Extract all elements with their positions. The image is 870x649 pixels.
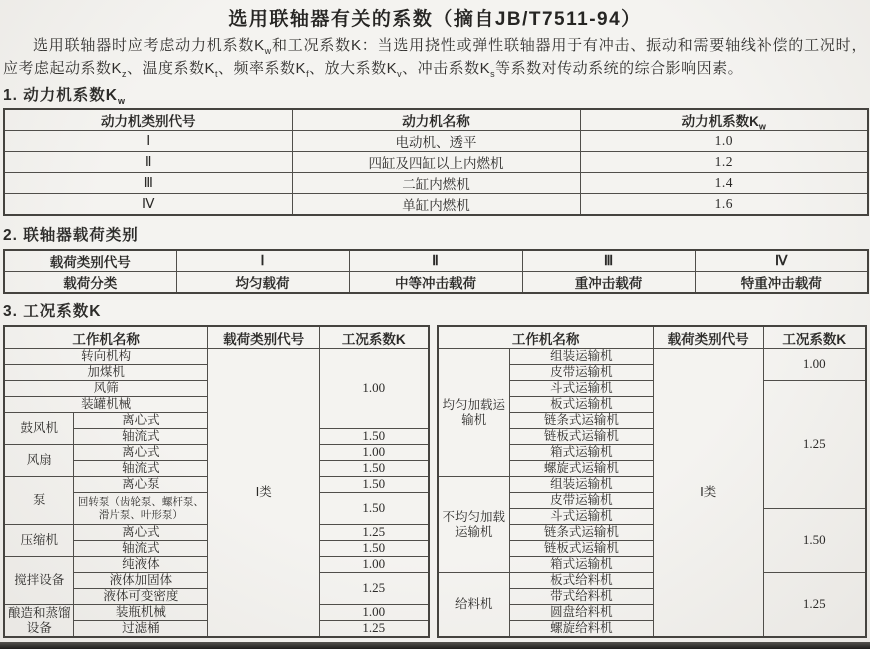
k-value-cell: 1.6 [580,194,868,216]
group-cell: 均匀加载运输机 [438,349,510,477]
table-cell: 离心式 [74,413,208,429]
table-cell: 斗式运输机 [509,509,653,525]
table-cell: 螺旋给料机 [509,621,653,638]
k-value-cell: 1.50 [320,461,429,477]
table-cell: 板式给料机 [509,573,653,589]
table-cell: 回转泵（齿轮泵、螺杆泵、滑片泵、叶形泵） [74,493,208,525]
table-cell: 链条式运输机 [509,525,653,541]
table-row [4,173,868,194]
section-heading-2: 2. 联轴器载荷类别 [3,227,139,244]
service-factor-table-left [3,325,430,638]
k-value-cell: 1.50 [763,509,866,573]
load-class-cell: Ⅰ类 [653,349,763,638]
table-cell: 中等冲击载荷 [349,272,522,294]
table-cell: 离心式 [74,525,208,541]
table-cell: 箱式运输机 [509,445,653,461]
section-heading-text: 1. 动力机系数K [3,87,118,104]
table-cell: 装罐机械 [4,397,208,413]
table-cell: 板式运输机 [509,397,653,413]
k-value-cell: 1.00 [320,349,429,429]
table-row [438,349,867,365]
table-cell: Ⅰ [176,250,349,272]
subscript: z [122,68,128,79]
group-cell: 泵 [4,477,74,525]
table-cell: 单缸内燃机 [292,194,580,216]
table-row [438,573,867,589]
table-cell: 轴流式 [74,429,208,445]
table-cell: 二缸内燃机 [292,173,580,194]
table-cell: 离心泵 [74,477,208,493]
k-value-cell: 1.0 [580,131,868,152]
section-heading-3: 3. 工况系数K [3,303,102,320]
table-cell: 箱式运输机 [509,557,653,573]
k-value-cell: 1.00 [320,557,429,573]
k-value-cell: 1.00 [320,605,429,621]
table-cell: 均匀载荷 [176,272,349,294]
table-cell: 纯液体 [74,557,208,573]
group-cell: 不均匀加载运输机 [438,477,510,573]
column-header: 工作机名称 [438,326,654,349]
table-cell: Ⅱ [349,250,522,272]
intro-paragraph [3,35,867,80]
table-row [4,349,429,365]
column-header: 工况系数K [763,326,866,349]
subscript: v [397,68,403,79]
table-cell: 链板式运输机 [509,541,653,557]
table-cell: 圆盘给料机 [509,605,653,621]
table-cell: 液体加固体 [74,573,208,589]
service-factor-tables [3,325,867,638]
intro-text: 、放大系数K [309,59,398,77]
table-cell: 螺旋式运输机 [509,461,653,477]
table-header-row [438,326,867,349]
table-cell: 过滤桶 [74,621,208,638]
table-row [4,131,868,152]
intro-text: 、频率系数K [218,59,307,77]
table-header-row [4,326,429,349]
table-cell: Ⅲ [4,173,292,194]
table-cell: 轴流式 [74,461,208,477]
column-header [580,109,868,131]
service-factor-table-right [437,325,868,638]
k-value-cell: 1.4 [580,173,868,194]
table-cell: 载荷类别代号 [4,250,176,272]
k-value-cell: 1.00 [763,349,866,381]
k-value-cell: 1.50 [320,477,429,493]
section-heading-1 [3,83,867,105]
page-title: 选用联轴器有关的系数（摘自JB/T7511-94） [228,9,642,30]
table-cell: Ⅳ [4,194,292,216]
table-cell: 转向机构 [4,349,208,365]
table-cell: 特重冲击载荷 [695,272,868,294]
k-value-cell: 1.25 [320,621,429,638]
table-row [4,272,868,294]
table-row [4,250,868,272]
table-cell: Ⅰ [4,131,292,152]
table-cell: 电动机、透平 [292,131,580,152]
k-value-cell: 1.25 [763,381,866,509]
group-cell: 压缩机 [4,525,74,557]
table-cell: 链板式运输机 [509,429,653,445]
intro-text: 和工况系数K：当选用挠性或弹性联轴器用于有冲击、振动和需要轴线补偿的工况时，应考虑起动系数K [3,37,867,77]
subscript: w [758,121,766,131]
table-cell: 载荷分类 [4,272,176,294]
group-cell: 给料机 [438,573,510,638]
intro-text: 、冲击系数K [402,59,491,77]
table-cell: 四缸及四缸以上内燃机 [292,152,580,173]
table-cell: Ⅳ [695,250,868,272]
table-cell: 液体可变密度 [74,589,208,605]
group-cell: 鼓风机 [4,413,74,445]
k-value-cell: 1.50 [320,429,429,445]
group-cell: 风扇 [4,445,74,477]
column-header: 工作机名称 [4,326,208,349]
k-value-cell: 1.50 [320,541,429,557]
subscript: t [215,68,219,79]
column-header-text: 动力机系数K [681,114,759,129]
table-row [4,194,868,216]
k-value-cell: 1.25 [320,525,429,541]
table-cell: 装瓶机械 [74,605,208,621]
table-cell: 重冲击载荷 [522,272,695,294]
power-machine-coefficient-table [3,108,869,216]
table-cell: 皮带运输机 [509,493,653,509]
load-class-cell: Ⅰ类 [208,349,320,638]
column-header: 工况系数K [320,326,429,349]
column-header: 动力机名称 [292,109,580,131]
load-category-table [3,249,869,294]
scan-cutoff-edge [0,642,870,649]
k-value-cell: 1.25 [763,573,866,638]
table-cell: 组装运输机 [509,349,653,365]
table-header-row [4,109,868,131]
table-cell: 风筛 [4,381,208,397]
column-header: 载荷类别代号 [653,326,763,349]
table-cell: 链条式运输机 [509,413,653,429]
intro-text: 、温度系数K [127,59,216,77]
group-cell: 酿造和蒸馏设备 [4,605,74,638]
table-cell: 组装运输机 [509,477,653,493]
group-cell: 搅拌设备 [4,557,74,605]
table-cell: 离心式 [74,445,208,461]
table-row [4,152,868,173]
table-cell: 加煤机 [4,365,208,381]
subscript: w [117,96,126,107]
subscript: s [490,68,496,79]
table-cell: Ⅲ [522,250,695,272]
k-value-cell: 1.00 [320,445,429,461]
column-header: 动力机类别代号 [4,109,292,131]
table-cell: Ⅱ [4,152,292,173]
table-cell: 皮带运输机 [509,365,653,381]
table-cell: 斗式运输机 [509,381,653,397]
k-value-cell: 1.2 [580,152,868,173]
k-value-cell: 1.25 [320,573,429,605]
intro-text: 等系数对传动系统的综合影响因素。 [495,59,744,77]
column-header: 载荷类别代号 [208,326,320,349]
intro-text: 选用联轴器时应考虑动力机系数K [33,37,265,54]
subscript: f [306,68,310,79]
table-cell: 带式给料机 [509,589,653,605]
table-cell: 轴流式 [74,541,208,557]
k-value-cell: 1.50 [320,493,429,525]
subscript: w [264,46,272,56]
